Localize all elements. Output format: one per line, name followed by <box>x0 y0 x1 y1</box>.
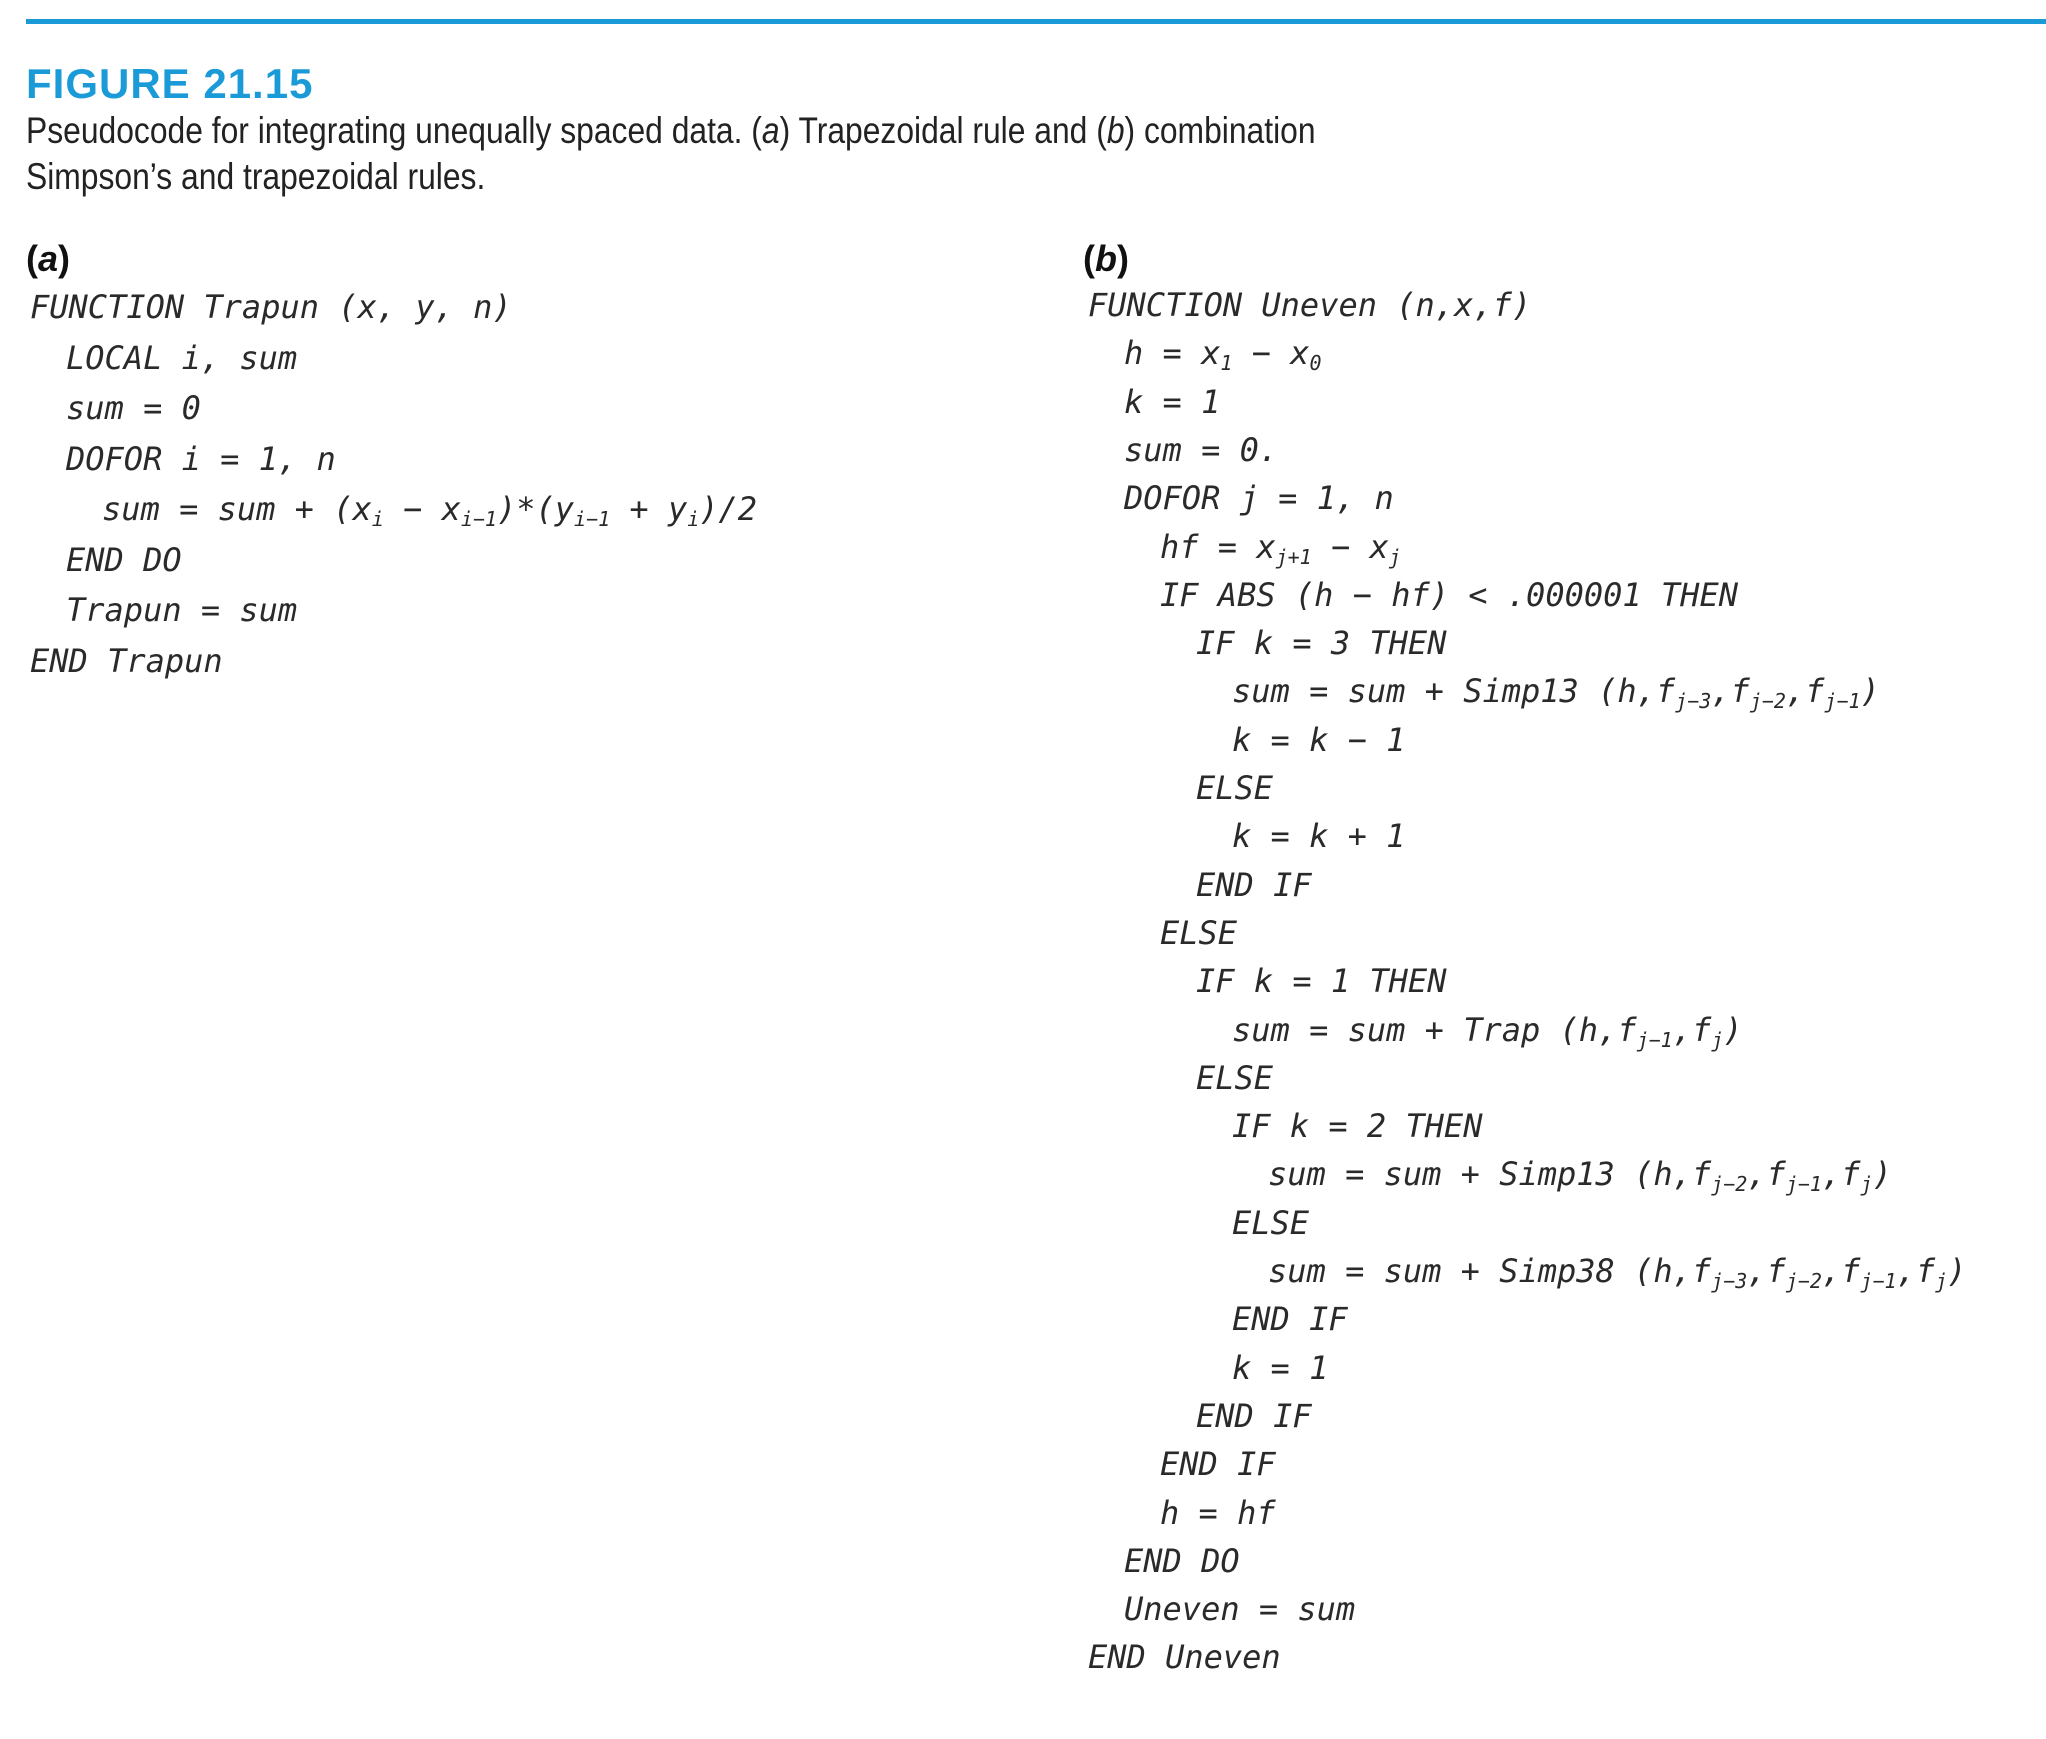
code-segment: j <box>1711 1027 1724 1052</box>
code-segment: j−1 <box>1860 1269 1897 1293</box>
code-segment: sum = sum + (x <box>102 490 372 528</box>
code-segment: h = x <box>1124 334 1221 373</box>
code-segment: IF k = 1 THEN <box>1196 962 1447 1001</box>
code-line <box>66 440 336 478</box>
panel-a-label: (a) <box>26 238 71 279</box>
code-line <box>1232 1349 1328 1387</box>
top-rule <box>26 19 2046 24</box>
code-segment: IF k = 3 THEN <box>1196 624 1447 663</box>
code-segment: sum = sum + Simp13 (h,f <box>1232 672 1676 711</box>
figure-caption: Pseudocode for integrating unequally spaced data. (a) Trapezoidal rule and (b) combination Simpson’s and trapezoidal rules. <box>26 110 1316 197</box>
code-line <box>1160 1445 1276 1483</box>
code-segment: j−1 <box>1785 1172 1822 1197</box>
code-line <box>1268 1155 1892 1197</box>
code-segment: i <box>371 507 384 531</box>
code-line <box>1232 672 1880 714</box>
code-segment: sum = 0 <box>66 389 201 427</box>
code-line <box>1160 1494 1276 1532</box>
code-segment: Trapun = sum <box>66 591 298 629</box>
code-line <box>1196 962 1446 1000</box>
code-segment: j−1 <box>1636 1027 1673 1052</box>
code-segment: IF ABS (h − hf) < .000001 THEN <box>1160 575 1738 614</box>
code-line <box>1232 721 1405 759</box>
code-line <box>30 288 512 326</box>
code-line <box>1160 527 1401 569</box>
code-line <box>1124 334 1322 376</box>
code-segment: j <box>1935 1269 1948 1293</box>
code-segment: FUNCTION Uneven (n,x,f) <box>1088 286 1532 324</box>
code-segment: k = 1 <box>1124 382 1221 421</box>
code-line <box>1124 479 1394 517</box>
code-segment: k = k − 1 <box>1232 720 1406 759</box>
code-segment: LOCAL i, sum <box>66 338 298 377</box>
code-segment: j+1 <box>1275 544 1312 569</box>
code-line <box>1196 624 1446 662</box>
code-segment: ,f <box>1711 672 1750 711</box>
code-segment: j−3 <box>1675 689 1712 714</box>
code-segment: END IF <box>1160 1445 1276 1484</box>
code-line <box>1160 576 1738 614</box>
figure-label: FIGURE 21.15 <box>26 60 314 107</box>
code-line <box>1196 866 1312 904</box>
code-segment: h = hf <box>1160 1493 1276 1532</box>
code-segment: 1 <box>1220 351 1233 376</box>
code-line <box>1124 431 1278 469</box>
code-segment: 0 <box>1309 351 1322 376</box>
code-segment: i−1 <box>460 507 497 531</box>
code-line <box>66 541 182 579</box>
code-line <box>1196 1397 1312 1435</box>
code-segment: ,f <box>1672 1010 1712 1049</box>
code-segment: − x <box>1232 334 1310 373</box>
code-segment: j <box>1388 544 1401 569</box>
code-segment: ) <box>1947 1252 1967 1290</box>
code-segment: ) <box>1860 672 1880 711</box>
code-segment: DOFOR i = 1, n <box>66 439 336 478</box>
code-segment: + y <box>610 490 688 528</box>
code-line <box>102 490 758 531</box>
code-segment: ,f <box>1747 1155 1786 1194</box>
code-segment: END Trapun <box>30 641 223 680</box>
code-segment: Uneven = sum <box>1124 1590 1356 1629</box>
code-line <box>1124 1590 1355 1628</box>
code-segment: FUNCTION Trapun (x, y, n) <box>30 288 512 326</box>
code-line <box>1124 1542 1240 1580</box>
code-segment: ELSE <box>1160 913 1238 952</box>
code-segment: ELSE <box>1196 769 1274 807</box>
code-segment: ) <box>1723 1010 1743 1049</box>
panel-b-label: (b) <box>1083 238 1129 279</box>
code-line <box>1232 817 1405 855</box>
code-segment: ,f <box>1821 1252 1861 1290</box>
code-segment: END Uneven <box>1088 1638 1281 1677</box>
code-segment: DOFOR j = 1, n <box>1124 479 1394 518</box>
code-segment: sum = sum + Simp13 (h,f <box>1268 1155 1712 1194</box>
code-line <box>1160 914 1237 952</box>
code-segment: ELSE <box>1232 1203 1310 1242</box>
code-segment: END DO <box>1124 1541 1240 1580</box>
code-segment: j−2 <box>1749 689 1786 714</box>
code-segment: )/2 <box>699 490 758 528</box>
code-segment: j−3 <box>1711 1269 1748 1293</box>
code-line <box>1232 1204 1309 1242</box>
code-segment: ELSE <box>1196 1058 1274 1097</box>
code-line <box>1088 286 1531 324</box>
code-segment: IF k = 2 THEN <box>1232 1107 1483 1146</box>
code-segment: )*(y <box>496 490 575 528</box>
code-segment: j <box>1860 1172 1873 1197</box>
code-segment: − x <box>1311 527 1389 566</box>
code-line <box>1196 769 1273 807</box>
code-line <box>1232 1010 1743 1052</box>
code-line <box>1268 1252 1967 1293</box>
code-segment: sum = sum + Simp38 (h,f <box>1268 1252 1712 1290</box>
code-segment: sum = 0. <box>1124 430 1279 469</box>
code-segment: ,f <box>1747 1252 1786 1290</box>
code-segment: i−1 <box>574 507 611 531</box>
code-line <box>66 389 201 427</box>
code-segment: − x <box>383 490 461 528</box>
code-segment: sum = sum + Trap (h,f <box>1232 1010 1637 1049</box>
code-line <box>1232 1300 1348 1338</box>
code-line <box>1196 1059 1273 1097</box>
code-segment: ,f <box>1785 672 1825 711</box>
code-segment: hf = x <box>1160 527 1276 566</box>
code-segment: j−2 <box>1711 1172 1748 1197</box>
code-segment: ,f <box>1821 1155 1861 1194</box>
code-line <box>1124 383 1220 421</box>
code-segment: ) <box>1872 1155 1892 1194</box>
code-line <box>66 339 297 377</box>
code-segment: i <box>687 507 700 531</box>
code-segment: END IF <box>1232 1300 1348 1339</box>
code-line <box>1232 1107 1482 1145</box>
code-line <box>66 591 297 629</box>
code-line <box>30 642 223 680</box>
code-segment: ,f <box>1896 1252 1936 1290</box>
code-segment: k = k + 1 <box>1232 817 1406 856</box>
code-segment: j−1 <box>1824 689 1861 714</box>
code-segment: k = 1 <box>1232 1348 1329 1387</box>
code-segment: END DO <box>66 540 182 579</box>
code-segment: END IF <box>1196 1396 1312 1435</box>
code-segment: j−2 <box>1785 1269 1822 1293</box>
code-segment: END IF <box>1196 865 1312 904</box>
code-line <box>1088 1638 1281 1676</box>
